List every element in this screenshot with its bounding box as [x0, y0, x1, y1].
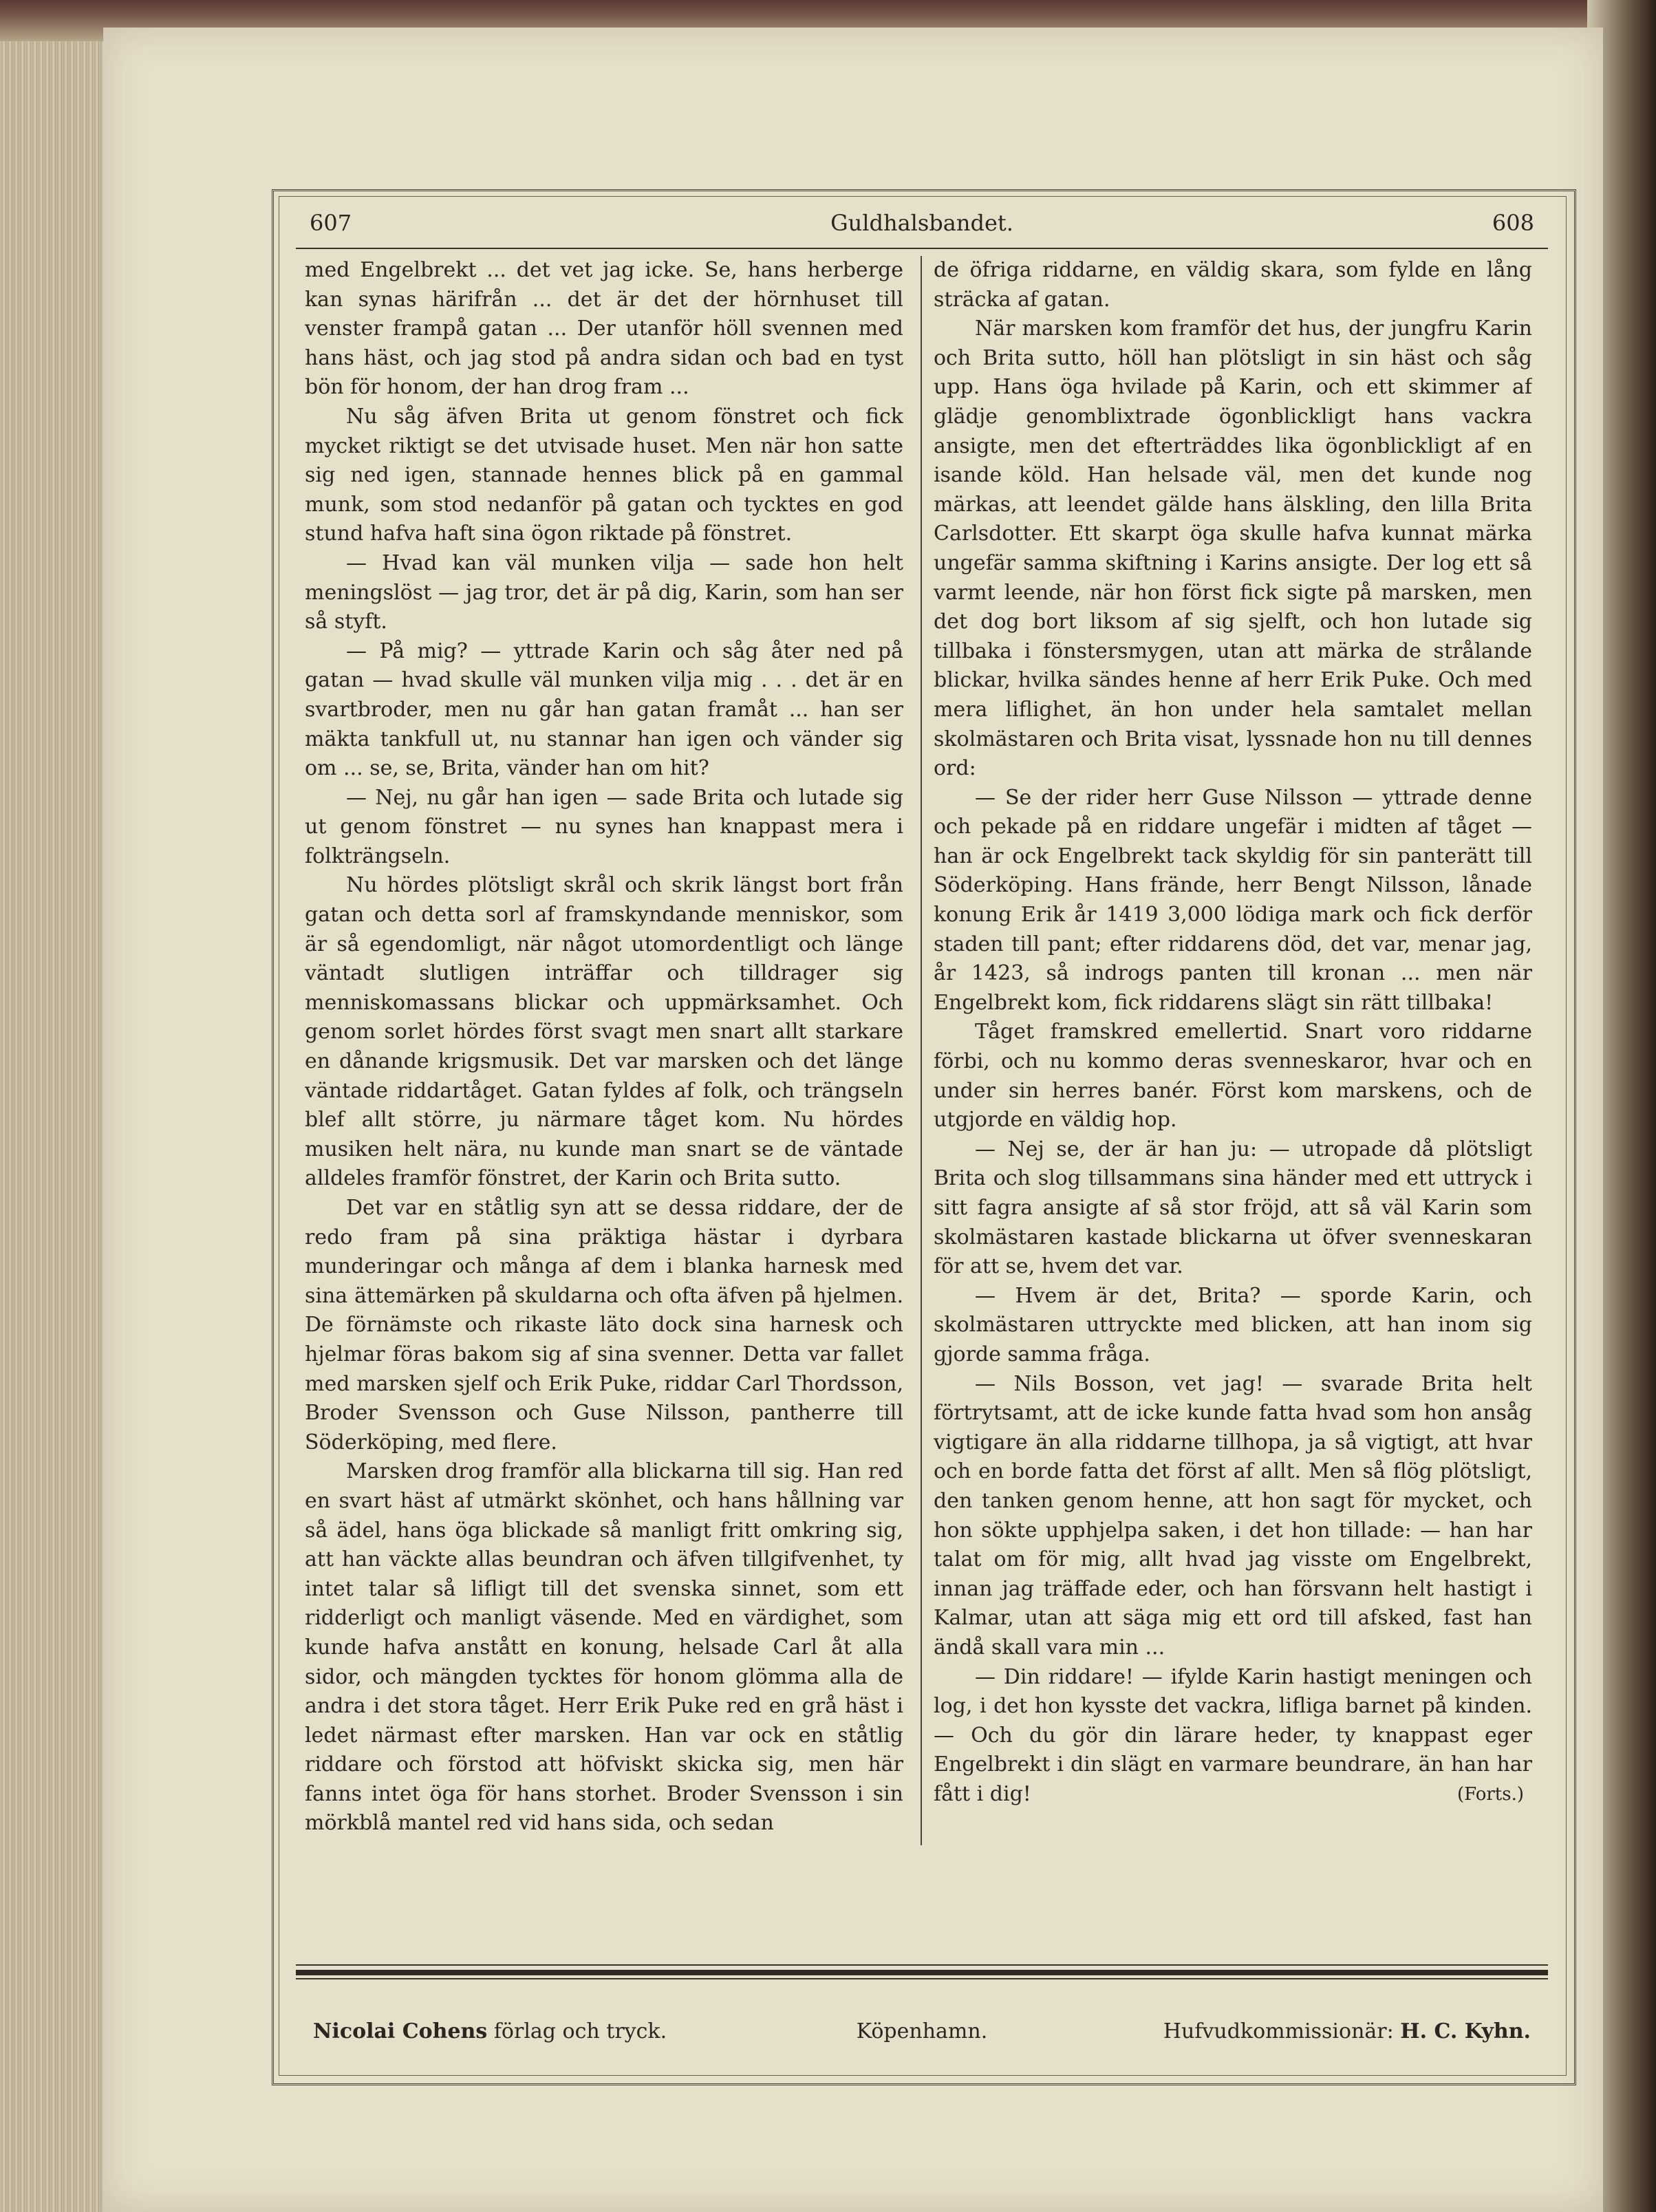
paragraph: Det var en ståtlig syn att se dessa riddare, der de redo fram på sina präktiga hästar i dyrbara munderingar och många af dem i blanka harnesk med sina ättemärken på skuldarna och ofta äfven på hjelmen. De förnämste och rikaste läto dock sina harnesk och hjelmar föras bakom sig af sina svenner. Detta var fallet med marsken sjelf och Erik Puke, riddar Carl Thordsson, Broder Svensson och Guse Nilsson, pantherre till Söderköping, med flere. — [305, 1196, 903, 1454]
paragraph: — Se der rider herr Guse Nilsson — yttrade denne och pekade på en riddare ungefär i midten af tåget — han är ock Engelbrekt tack skyldig för sin panterätt till Söderköping. Hans frände, herr Bengt Nilsson, lånade konung Erik år 1419 3,000 lödiga mark och fick derför staden till pant; efter riddarens död, det var, menar jag, år 1423, så indrogs panten till kronan ... men när Engelbrekt kom, fick riddarens slägt sin rätt tillbaka! — [934, 785, 1532, 1015]
column-divider — [921, 256, 922, 1845]
publisher-rest: förlag och tryck. — [493, 2019, 667, 2043]
imprint-footer — [313, 2019, 1531, 2054]
paragraph: Nu hördes plötsligt skrål och skrik längst bort från gatan och detta sorl af framskyndande menniskor, som är så egendomligt, när något utomordentligt och länge väntadt slutligen inträffar och tilldrager sig menniskomassans blickar och uppmärksamhet. Och genom sorlet hördes först svagt men snart allt starkare en dånande krigsmusik. Det var marsken och det länge väntade riddartåget. Gatan fyldes af folk, och trängseln blef allt större, ju närmare tåget kom. Nu hördes musiken helt nära, nu kunde man snart se de väntade alldeles framför fönstret, der Karin och Brita sutto. — [305, 873, 903, 1191]
paragraph: de öfriga riddarne, en väldig skara, som fylde en lång sträcka af gatan. — [934, 258, 1532, 312]
paragraph: Tåget framskred emellertid. Snart voro riddarne förbi, och nu kommo deras svenneskaror, hvar och en under sin herres banér. Först kom marskens, och de utgjorde en väldig hop. — [934, 1020, 1532, 1132]
paragraph: — Hvad kan väl munken vilja — sade hon helt meningslöst — jag tror, det är på dig, Karin, som han ser så styft. — [305, 550, 903, 634]
header-rule — [296, 248, 1548, 249]
text-column-right — [934, 256, 1532, 1852]
footer-rule-thick — [296, 1970, 1548, 1975]
continued-note: (Forts.) — [1456, 1783, 1524, 1805]
commission-label: Hufvudkommissionär: — [1163, 2019, 1394, 2043]
paragraph — [934, 1663, 1532, 1810]
footer-rule-thin — [296, 1978, 1548, 1979]
text-column-left — [305, 256, 903, 1852]
paragraph: — Nej se, der är han ju: — utropade då plötsligt Brita och slog tillsammans sina händer med ett uttryck i sitt fagra ansigte af så stor fröjd, att så väl Karin som skolmästaren kastade blickarna ut öfver svenneskaran för att se, hvem det var. — [934, 1137, 1532, 1279]
publisher-name: Nicolai Cohens — [313, 2019, 488, 2043]
page-number-right: 608 — [1492, 210, 1534, 236]
paragraph: — Nils Bosson, vet jag! — svarade Brita helt förtrytsamt, att de icke kunde fatta hvad som hon ansåg vigtigare än alla riddarne tillhopa, ja så vigtigt, att hvar och en borde fatta det först af allt. Men så flög plötsligt, den tanken genom henne, att hon sagt för mycket, och hon sökte upphjelpa saken, i det hon tillade: — han har talat om för mig, allt hvad jag visste om Engelbrekt, innan jag träffade eder, och han försvann helt hastigt i Kalmar, utan att säga mig ett ord till afsked, fast han ändå skall vara min ... — [934, 1371, 1532, 1660]
footer-rules — [296, 1964, 1548, 1979]
paragraph-text: — Din riddare! — ifylde Karin hastigt meningen och log, i det hon kysste det vackra, lifliga barnet på kinden. — Och du gör din lärare heder, ty knappast eger Engelbrekt i din slägt en varmare beundrare, än han har fått i dig! — [934, 1664, 1532, 1806]
running-title: Guldhalsbandet. — [830, 210, 1013, 236]
page-number-left: 607 — [310, 210, 352, 236]
footer-rule-thin — [296, 1964, 1548, 1966]
paragraph: Nu såg äfven Brita ut genom fönstret och fick mycket riktigt se det utvisade huset. Men när hon satte sig ned igen, stannade hennes blick på en gammal munk, som stod nedanför på gatan och tycktes en god stund hafva haft sina ögon riktade på fönstret. — [305, 404, 903, 546]
paragraph: Marsken drog framför alla blickarna till sig. Han red en svart häst af utmärkt skönhet, och hans hållning var så ädel, hans öga blickade så manligt fritt omkring sig, att han väckte allas beundran och äfven tillgifvenhet, ty intet talar så lifligt till det svenska sinnet, som ett ridderligt och manligt väsende. Med en värdighet, som kunde hafva anstått en konung, helsade Carl åt alla sidor, och mängden tycktes för honom glömma alla de andra i det stora tåget. Herr Erik Puke red en grå häst i ledet närmast efter marsken. Han var ock en ståtlig riddare och förstod att höfviskt skicka sig, men här fanns intet öga för hans storhet. Broder Svensson i sin mörkblå mantel red vid hans sida, och sedan — [305, 1459, 903, 1836]
running-header — [310, 210, 1534, 244]
paragraph: — Hvem är det, Brita? — sporde Karin, och skolmästaren uttryckte med blicken, att han inom sig gjorde samma fråga. — [934, 1283, 1532, 1366]
paragraph: med Engelbrekt ... det vet jag icke. Se, hans herberge kan synas härifrån ... det är det der hörnhuset till venster frampå gatan ... Der utanför höll svennen med hans häst, och jag stod på andra sidan och bad en tyst bön för honom, der han drog fram ... — [305, 258, 903, 400]
paragraph: — Nej, nu går han igen — sade Brita och lutade sig ut genom fönstret — nu synes han knappast mera i folkträngseln. — [305, 785, 903, 868]
commission — [1163, 2019, 1531, 2043]
commission-name: H. C. Kyhn. — [1400, 2019, 1531, 2043]
city: Köpenhamn. — [856, 2019, 988, 2043]
paragraph: — På mig? — yttrade Karin och såg åter ned på gatan — hvad skulle väl munken vilja mig . . . det är en svartbroder, men nu går han gatan framåt ... han ser mäkta tankfull ut, nu stannar han igen och vänder sig om ... se, se, Brita, vänder han om hit? — [305, 638, 903, 781]
book-page-edges — [0, 0, 110, 2212]
paragraph: När marsken kom framför det hus, der jungfru Karin och Brita sutto, höll han plötsligt in sin häst och såg upp. Hans öga hvilade på Karin, och ett skimmer af glädje genomblixtrade ögonblickligt hans vackra ansigte, men det efterträddes lika ögonblickligt af en isande köld. Han helsade väl, men det kunde nog märkas, att leendet gälde hans älskling, den lilla Brita Carlsdotter. Ett skarpt öga skulle hafva kunnat märka ungefär samma skiftning i Karins ansigte. Der log ett så varmt leende, när hon först fick sigte på marsken, men det dog bort liksom af sig sjelft, och hon lutade sig tillbaka i fönstersmygen, utan att märka de strålande blickar, hvilka sändes henne af herr Erik Puke. Och med mera liflighet, än hon under hela samtalet mellan skolmästaren och Brita visat, lyssnade hon nu till dennes ord: — [934, 316, 1532, 781]
